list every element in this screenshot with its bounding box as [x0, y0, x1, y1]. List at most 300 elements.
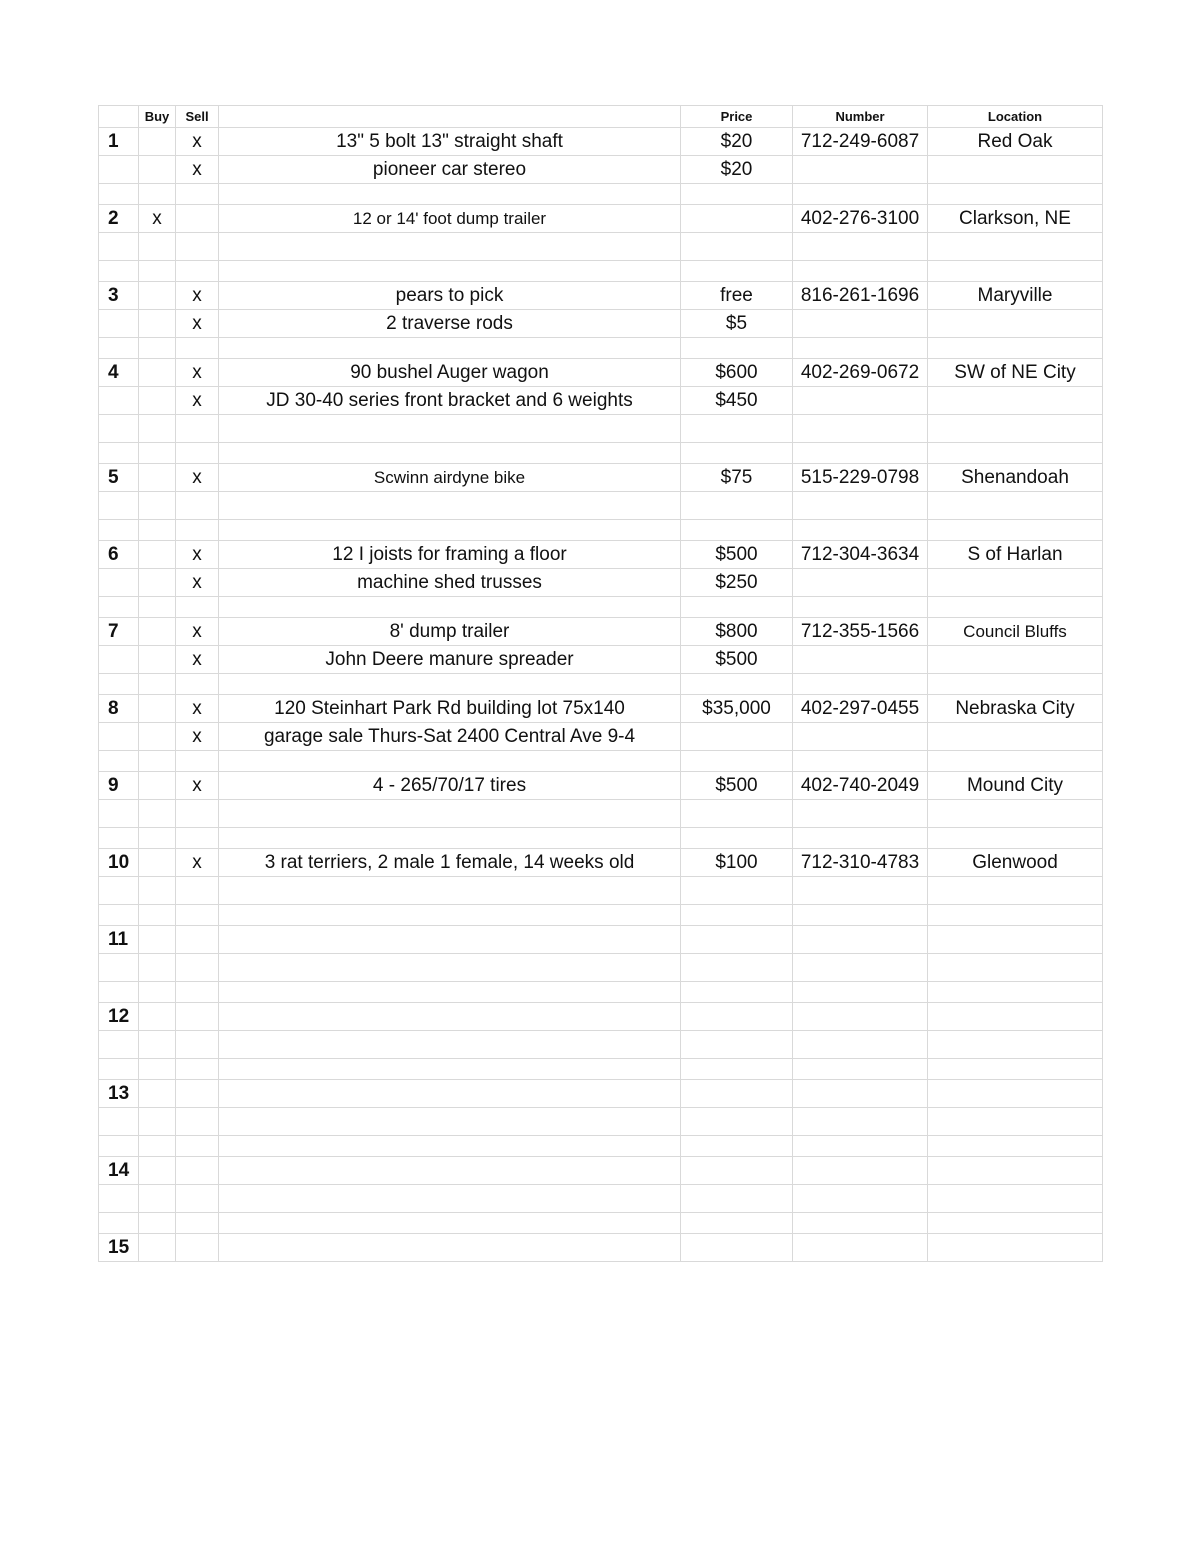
listings-table: [98, 105, 1103, 1262]
cell-num: [99, 800, 139, 828]
table-row: [99, 233, 1103, 261]
cell-phone-number: [793, 387, 928, 415]
empty-cell: [681, 261, 793, 282]
cell-num: 14: [99, 1157, 139, 1185]
table-row: [99, 569, 1103, 597]
cell-sell: x: [176, 282, 219, 310]
table-row: [99, 156, 1103, 184]
cell-location: Red Oak: [928, 128, 1103, 156]
table-row: [99, 205, 1103, 233]
cell-item: 8' dump trailer: [219, 618, 681, 646]
cell-location: Maryville: [928, 282, 1103, 310]
cell-num: [99, 415, 139, 443]
listings-body: [99, 128, 1103, 1262]
cell-item: John Deere manure spreader: [219, 646, 681, 674]
cell-sell: x: [176, 569, 219, 597]
empty-cell: [99, 184, 139, 205]
table-row: [99, 387, 1103, 415]
table-row: [99, 1108, 1103, 1136]
cell-num: 13: [99, 1080, 139, 1108]
cell-location: Nebraska City: [928, 695, 1103, 723]
cell-price: $20: [681, 128, 793, 156]
spacer-row: [99, 905, 1103, 926]
cell-phone-number: [793, 800, 928, 828]
cell-price: [681, 1185, 793, 1213]
cell-item: 12 I joists for framing a floor: [219, 541, 681, 569]
cell-item: [219, 1108, 681, 1136]
cell-buy: [139, 1234, 176, 1262]
cell-location: Glenwood: [928, 849, 1103, 877]
empty-cell: [928, 1136, 1103, 1157]
cell-num: [99, 723, 139, 751]
empty-cell: [99, 261, 139, 282]
cell-buy: [139, 618, 176, 646]
cell-price: $450: [681, 387, 793, 415]
empty-cell: [681, 1059, 793, 1080]
cell-num: [99, 387, 139, 415]
empty-cell: [99, 828, 139, 849]
cell-location: [928, 233, 1103, 261]
spacer-row: [99, 828, 1103, 849]
cell-sell: [176, 800, 219, 828]
cell-item: [219, 1185, 681, 1213]
cell-buy: [139, 541, 176, 569]
cell-item: [219, 1157, 681, 1185]
empty-cell: [176, 982, 219, 1003]
spacer-row: [99, 597, 1103, 618]
cell-phone-number: [793, 1185, 928, 1213]
empty-cell: [176, 520, 219, 541]
cell-num: 6: [99, 541, 139, 569]
cell-item: pears to pick: [219, 282, 681, 310]
empty-cell: [99, 674, 139, 695]
cell-price: $500: [681, 541, 793, 569]
empty-cell: [793, 443, 928, 464]
empty-cell: [928, 597, 1103, 618]
empty-cell: [219, 674, 681, 695]
cell-phone-number: [793, 233, 928, 261]
header-number: Number: [793, 106, 928, 128]
empty-cell: [793, 261, 928, 282]
cell-phone-number: 515-229-0798: [793, 464, 928, 492]
header-num: [99, 106, 139, 128]
cell-phone-number: 712-249-6087: [793, 128, 928, 156]
table-row: [99, 926, 1103, 954]
empty-cell: [99, 1059, 139, 1080]
cell-phone-number: [793, 926, 928, 954]
cell-item: machine shed trusses: [219, 569, 681, 597]
cell-price: [681, 800, 793, 828]
cell-buy: [139, 128, 176, 156]
empty-cell: [139, 520, 176, 541]
cell-buy: [139, 464, 176, 492]
cell-location: [928, 723, 1103, 751]
cell-location: [928, 492, 1103, 520]
empty-cell: [139, 443, 176, 464]
header-price: Price: [681, 106, 793, 128]
cell-buy: [139, 1157, 176, 1185]
cell-buy: [139, 1031, 176, 1059]
cell-num: 8: [99, 695, 139, 723]
cell-num: 11: [99, 926, 139, 954]
empty-cell: [681, 1213, 793, 1234]
cell-price: [681, 415, 793, 443]
cell-price: $100: [681, 849, 793, 877]
empty-cell: [176, 905, 219, 926]
empty-cell: [99, 751, 139, 772]
empty-cell: [681, 751, 793, 772]
cell-phone-number: 402-297-0455: [793, 695, 928, 723]
spacer-row: [99, 1059, 1103, 1080]
cell-price: [681, 723, 793, 751]
cell-sell: [176, 954, 219, 982]
cell-location: [928, 1108, 1103, 1136]
cell-sell: x: [176, 387, 219, 415]
cell-buy: [139, 282, 176, 310]
empty-cell: [793, 1213, 928, 1234]
cell-num: [99, 1108, 139, 1136]
cell-item: 13" 5 bolt 13" straight shaft: [219, 128, 681, 156]
cell-sell: x: [176, 464, 219, 492]
cell-location: S of Harlan: [928, 541, 1103, 569]
cell-num: [99, 233, 139, 261]
cell-sell: [176, 1157, 219, 1185]
cell-location: [928, 156, 1103, 184]
spacer-row: [99, 674, 1103, 695]
empty-cell: [99, 597, 139, 618]
cell-num: [99, 954, 139, 982]
table-row: [99, 954, 1103, 982]
cell-phone-number: [793, 877, 928, 905]
cell-sell: [176, 877, 219, 905]
cell-buy: [139, 310, 176, 338]
empty-cell: [928, 1059, 1103, 1080]
empty-cell: [219, 751, 681, 772]
cell-price: [681, 954, 793, 982]
cell-buy: [139, 387, 176, 415]
cell-item: garage sale Thurs-Sat 2400 Central Ave 9-4: [219, 723, 681, 751]
cell-num: [99, 569, 139, 597]
cell-sell: x: [176, 310, 219, 338]
cell-phone-number: [793, 1108, 928, 1136]
cell-phone-number: [793, 156, 928, 184]
cell-location: [928, 954, 1103, 982]
spacer-row: [99, 338, 1103, 359]
empty-cell: [176, 184, 219, 205]
table-row: [99, 310, 1103, 338]
empty-cell: [793, 982, 928, 1003]
header-item: [219, 106, 681, 128]
cell-price: [681, 1031, 793, 1059]
cell-num: 7: [99, 618, 139, 646]
cell-location: [928, 1185, 1103, 1213]
cell-phone-number: [793, 723, 928, 751]
empty-cell: [139, 674, 176, 695]
cell-sell: [176, 926, 219, 954]
empty-cell: [219, 828, 681, 849]
empty-cell: [176, 1213, 219, 1234]
empty-cell: [928, 905, 1103, 926]
cell-phone-number: 712-304-3634: [793, 541, 928, 569]
empty-cell: [176, 443, 219, 464]
table-row: [99, 772, 1103, 800]
empty-cell: [681, 1136, 793, 1157]
cell-location: [928, 1157, 1103, 1185]
empty-cell: [176, 261, 219, 282]
cell-sell: [176, 1031, 219, 1059]
cell-price: [681, 1234, 793, 1262]
empty-cell: [99, 905, 139, 926]
cell-sell: x: [176, 359, 219, 387]
empty-cell: [139, 1059, 176, 1080]
table-row: [99, 1080, 1103, 1108]
cell-sell: [176, 1080, 219, 1108]
cell-num: [99, 1031, 139, 1059]
empty-cell: [928, 982, 1103, 1003]
cell-item: [219, 1003, 681, 1031]
cell-num: [99, 310, 139, 338]
empty-cell: [99, 982, 139, 1003]
cell-item: pioneer car stereo: [219, 156, 681, 184]
empty-cell: [793, 184, 928, 205]
cell-num: [99, 156, 139, 184]
cell-num: 2: [99, 205, 139, 233]
empty-cell: [139, 261, 176, 282]
cell-location: [928, 569, 1103, 597]
empty-cell: [219, 338, 681, 359]
empty-cell: [928, 520, 1103, 541]
empty-cell: [139, 184, 176, 205]
cell-sell: x: [176, 541, 219, 569]
cell-item: JD 30-40 series front bracket and 6 weights: [219, 387, 681, 415]
empty-cell: [219, 1213, 681, 1234]
empty-cell: [928, 261, 1103, 282]
cell-phone-number: [793, 415, 928, 443]
cell-location: [928, 310, 1103, 338]
cell-num: 5: [99, 464, 139, 492]
cell-buy: [139, 800, 176, 828]
cell-price: [681, 1157, 793, 1185]
empty-cell: [99, 1136, 139, 1157]
cell-price: [681, 205, 793, 233]
empty-cell: [793, 905, 928, 926]
cell-phone-number: [793, 1003, 928, 1031]
empty-cell: [99, 443, 139, 464]
cell-buy: [139, 1003, 176, 1031]
cell-buy: [139, 954, 176, 982]
table-row: [99, 541, 1103, 569]
cell-location: [928, 800, 1103, 828]
cell-location: [928, 1003, 1103, 1031]
cell-location: Council Bluffs: [928, 618, 1103, 646]
cell-buy: [139, 233, 176, 261]
table-row: [99, 359, 1103, 387]
cell-price: $500: [681, 772, 793, 800]
cell-sell: x: [176, 128, 219, 156]
empty-cell: [139, 1213, 176, 1234]
cell-sell: [176, 1234, 219, 1262]
cell-phone-number: 712-355-1566: [793, 618, 928, 646]
cell-phone-number: [793, 310, 928, 338]
cell-item: [219, 492, 681, 520]
empty-cell: [793, 1136, 928, 1157]
cell-sell: [176, 1108, 219, 1136]
header-sell: Sell: [176, 106, 219, 128]
cell-price: $250: [681, 569, 793, 597]
empty-cell: [219, 1059, 681, 1080]
empty-cell: [219, 982, 681, 1003]
cell-num: 10: [99, 849, 139, 877]
table-row: [99, 618, 1103, 646]
cell-item: 12 or 14' foot dump trailer: [219, 205, 681, 233]
empty-cell: [793, 828, 928, 849]
cell-price: $75: [681, 464, 793, 492]
empty-cell: [139, 597, 176, 618]
cell-phone-number: [793, 1234, 928, 1262]
table-row: [99, 849, 1103, 877]
empty-cell: [681, 184, 793, 205]
cell-num: [99, 646, 139, 674]
empty-cell: [176, 1136, 219, 1157]
empty-cell: [793, 674, 928, 695]
header-buy: Buy: [139, 106, 176, 128]
cell-buy: [139, 849, 176, 877]
cell-sell: [176, 415, 219, 443]
spacer-row: [99, 184, 1103, 205]
cell-location: Clarkson, NE: [928, 205, 1103, 233]
empty-cell: [219, 905, 681, 926]
cell-sell: x: [176, 695, 219, 723]
cell-item: 3 rat terriers, 2 male 1 female, 14 weeks old: [219, 849, 681, 877]
table-row: [99, 1003, 1103, 1031]
empty-cell: [793, 338, 928, 359]
cell-buy: [139, 1185, 176, 1213]
cell-buy: [139, 415, 176, 443]
cell-phone-number: [793, 1157, 928, 1185]
table-row: [99, 1185, 1103, 1213]
empty-cell: [681, 597, 793, 618]
empty-cell: [139, 1136, 176, 1157]
cell-sell: [176, 1185, 219, 1213]
table-row: [99, 1234, 1103, 1262]
cell-price: [681, 1108, 793, 1136]
empty-cell: [681, 905, 793, 926]
empty-cell: [928, 674, 1103, 695]
empty-cell: [176, 338, 219, 359]
cell-sell: [176, 233, 219, 261]
spacer-row: [99, 982, 1103, 1003]
cell-num: 12: [99, 1003, 139, 1031]
cell-location: [928, 877, 1103, 905]
cell-item: 4 - 265/70/17 tires: [219, 772, 681, 800]
empty-cell: [928, 184, 1103, 205]
empty-cell: [219, 261, 681, 282]
empty-cell: [139, 751, 176, 772]
spacer-row: [99, 443, 1103, 464]
cell-price: free: [681, 282, 793, 310]
cell-num: 4: [99, 359, 139, 387]
empty-cell: [681, 520, 793, 541]
table-row: [99, 128, 1103, 156]
empty-cell: [139, 905, 176, 926]
cell-price: [681, 926, 793, 954]
table-row: [99, 646, 1103, 674]
cell-location: [928, 415, 1103, 443]
empty-cell: [139, 338, 176, 359]
cell-location: [928, 387, 1103, 415]
cell-price: $600: [681, 359, 793, 387]
cell-item: [219, 1234, 681, 1262]
table-row: [99, 1157, 1103, 1185]
spacer-row: [99, 1213, 1103, 1234]
cell-phone-number: [793, 1080, 928, 1108]
cell-location: [928, 646, 1103, 674]
cell-price: [681, 233, 793, 261]
cell-buy: [139, 926, 176, 954]
cell-buy: x: [139, 205, 176, 233]
empty-cell: [681, 338, 793, 359]
header-row: [99, 106, 1103, 128]
cell-phone-number: 402-269-0672: [793, 359, 928, 387]
empty-cell: [928, 338, 1103, 359]
empty-cell: [681, 674, 793, 695]
cell-location: SW of NE City: [928, 359, 1103, 387]
cell-buy: [139, 156, 176, 184]
empty-cell: [928, 751, 1103, 772]
cell-sell: x: [176, 646, 219, 674]
cell-phone-number: 402-276-3100: [793, 205, 928, 233]
cell-sell: x: [176, 618, 219, 646]
cell-price: $20: [681, 156, 793, 184]
cell-sell: x: [176, 849, 219, 877]
table-row: [99, 723, 1103, 751]
empty-cell: [99, 338, 139, 359]
empty-cell: [793, 1059, 928, 1080]
empty-cell: [176, 828, 219, 849]
empty-cell: [928, 828, 1103, 849]
cell-location: [928, 1234, 1103, 1262]
cell-item: 120 Steinhart Park Rd building lot 75x140: [219, 695, 681, 723]
cell-sell: [176, 492, 219, 520]
cell-item: [219, 800, 681, 828]
cell-sell: x: [176, 723, 219, 751]
empty-cell: [928, 1213, 1103, 1234]
empty-cell: [176, 674, 219, 695]
cell-item: 2 traverse rods: [219, 310, 681, 338]
cell-buy: [139, 569, 176, 597]
cell-phone-number: [793, 492, 928, 520]
cell-sell: [176, 1003, 219, 1031]
cell-phone-number: 712-310-4783: [793, 849, 928, 877]
cell-location: [928, 926, 1103, 954]
table-row: [99, 695, 1103, 723]
empty-cell: [219, 597, 681, 618]
cell-price: [681, 1003, 793, 1031]
empty-cell: [176, 597, 219, 618]
empty-cell: [139, 982, 176, 1003]
cell-price: $500: [681, 646, 793, 674]
empty-cell: [793, 520, 928, 541]
cell-location: [928, 1080, 1103, 1108]
cell-buy: [139, 772, 176, 800]
cell-num: [99, 877, 139, 905]
cell-item: [219, 1031, 681, 1059]
table-row: [99, 1031, 1103, 1059]
spacer-row: [99, 520, 1103, 541]
cell-item: Scwinn airdyne bike: [219, 464, 681, 492]
cell-item: 90 bushel Auger wagon: [219, 359, 681, 387]
cell-buy: [139, 723, 176, 751]
